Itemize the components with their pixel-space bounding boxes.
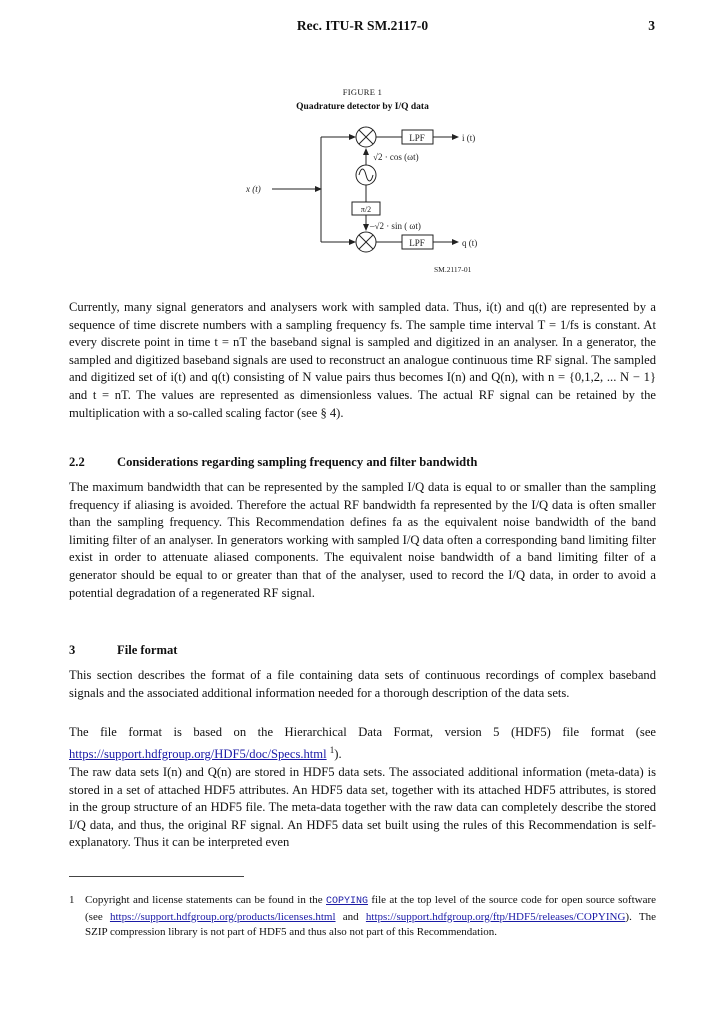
section-title: File format bbox=[117, 643, 178, 657]
paragraph-sampling: Currently, many signal generators and analysers work with sampled data. Thus, i(t) and q(t) are represented by a sequence of time discrete numbers with a sampling frequency fs. The sample time interval T = 1/fs is constant. At every discrete point in time t = nT the baseband signal is sampled and digitized in an analyser. In a generator, the sampled and digitized baseband signals are used to reconstruct an analogue continuous time RF signal. The sampled and digitized set of i(t) and q(t) consisting of N value pairs thus becomes I(n) and Q(n), with n = {0,1,2, ... N − 1} and t = nT. The values are represented as dimensionless values. The actual RF signal can be retained by the multiplication with a so-called scaling factor (see § 4). bbox=[69, 300, 656, 420]
paragraph-file-format-intro: This section describes the format of a file containing data sets of continuous recordings of complex baseband signals and the associated additional information needed for a thorough description of the data sets. bbox=[69, 668, 656, 700]
cos-label: √2 · cos (ωt) bbox=[373, 152, 419, 162]
licenses-link[interactable]: https://support.hdfgroup.org/products/licenses.html bbox=[109, 910, 336, 923]
header-title: Rec. ITU-R SM.2117-0 bbox=[296, 18, 429, 33]
sin-label: –√2 · sin ( ωt) bbox=[370, 221, 421, 231]
section-number: 2.2 bbox=[69, 455, 85, 469]
copying-link[interactable]: https://support.hdfgroup.org/ftp/HDF5/releases/COPYING bbox=[365, 910, 626, 923]
section-number: 3 bbox=[69, 643, 76, 657]
paragraph-bandwidth: The maximum bandwidth that can be represented by the sampled I/Q data is equal to or smaller than the sampling frequency if aliasing is avoided. Therefore the actual RF bandwidth fa represented by the I/Q data is often smaller than the sampling frequency. This Recommendation defines fa as the equivalent noise bandwidth of the band limiting filter of an analyser. In generators working with sampled I/Q data often a corresponding band limiting filter exist in order to attenuate aliased components. The equivalent noise bandwidth of a band limiting filter of a generator should be equal to or greater than that of the analyser, used to record the I/Q data, in order to avoid a potential degradation of a regenerated RF signal. bbox=[69, 480, 656, 600]
footnote-marker: 1 bbox=[69, 894, 75, 906]
lpf-top-label: LPF bbox=[409, 133, 425, 143]
page-number: 3 bbox=[648, 18, 655, 33]
section-2-2-heading bbox=[69, 455, 477, 470]
phase-label: π/2 bbox=[360, 205, 372, 214]
section-title: Considerations regarding sampling frequency and filter bandwidth bbox=[117, 455, 478, 469]
footnote: 1 Copyright and license statements can be found in the COPYING file at the top level of the source code for open source software (see https://support.hdfgroup.org/products/licenses.html and https://support.hdfgroup.org/ftp/HDF5/releases/COPYING). The SZIP compression library is not part of HDF5 and thus also not part of this Recommendation. bbox=[69, 894, 656, 938]
figure-ref: SM.2117-01 bbox=[434, 265, 472, 274]
quadrature-detector-diagram bbox=[0, 0, 725, 290]
copying-code[interactable]: COPYING bbox=[326, 896, 369, 907]
output-i-label: i (t) bbox=[462, 133, 476, 143]
figure-caption: Quadrature detector by I/Q data bbox=[296, 102, 429, 112]
figure-label: FIGURE 1 bbox=[342, 87, 383, 97]
hdf5-spec-link[interactable]: https://support.hdfgroup.org/HDF5/doc/Specs.html bbox=[69, 746, 327, 761]
section-3-heading bbox=[69, 643, 178, 658]
footnote-ref[interactable]: 1 bbox=[329, 744, 335, 755]
input-label: x (t) bbox=[246, 184, 261, 194]
footnote-divider bbox=[69, 876, 244, 877]
lpf-bottom-label: LPF bbox=[409, 238, 425, 248]
paragraph-hdf5: The file format is based on the Hierarchical Data Format, version 5 (HDF5) file format (see https://support.hdfgroup.org/HDF5/doc/Specs.html $^1$). bbox=[69, 725, 656, 761]
paragraph-raw-data: The raw data sets I(n) and Q(n) are stored in HDF5 data sets. The associated additional information (meta-data) is stored in a set of attached HDF5 attributes. An HDF5 data set, together with its attached HDF5 attributes, is stored in the group structure of an HDF5 file. The meta-data together with the raw data can completely describe the stored I/Q data, and thus, the original RF signal. An HDF5 data set built using the rules of this Recommendation is self-explanatory. Thus it can be interpreted even bbox=[69, 765, 656, 850]
output-q-label: q (t) bbox=[462, 238, 478, 248]
